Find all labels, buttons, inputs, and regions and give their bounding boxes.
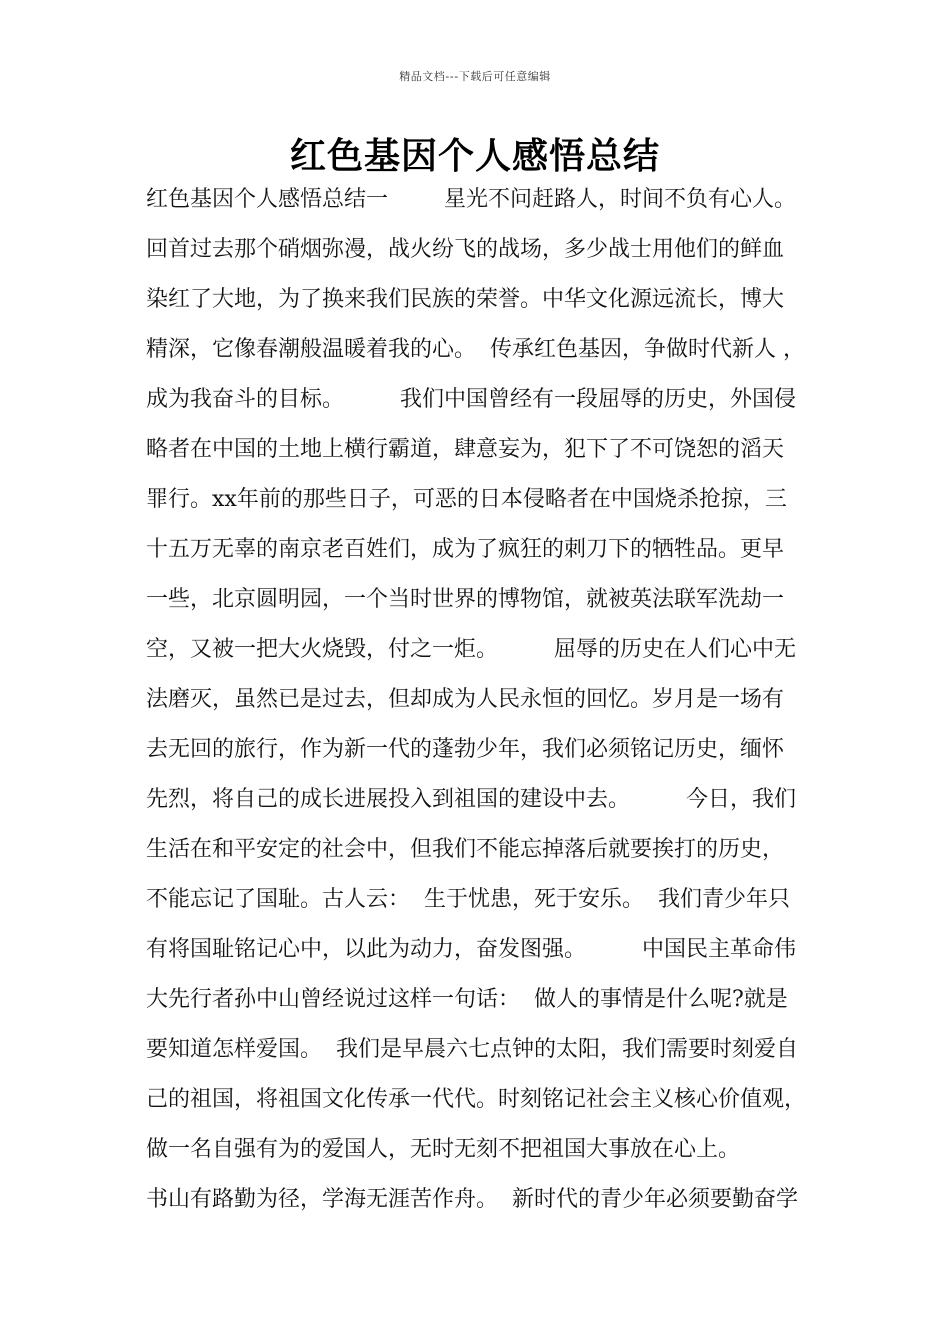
body-line: 有将国耻铭记心中，以此为动力，奋发图强。 中国民主革命伟	[146, 937, 796, 962]
body-line: 染红了大地，为了换来我们民族的荣誉。中华文化源远流长，博大	[146, 287, 785, 312]
body-line: 一些，北京圆明园，一个当时世界的博物馆，就被英法联军洗劫一	[146, 587, 785, 612]
body-line: 红色基因个人感悟总结一 星光不问赶路人，时间不负有心人。	[146, 187, 796, 212]
body-line: 空，又被一把大火烧毁，付之一炬。 屈辱的历史在人们心中无	[146, 637, 796, 662]
body-line: 书山有路勤为径，学海无涯苦作舟。 新时代的青少年必须要勤奋学	[146, 1187, 798, 1212]
document-body	[146, 180, 826, 1230]
body-line: 不能忘记了国耻。古人云： 生于忧患，死于安乐。 我们青少年只	[146, 887, 790, 912]
body-line: 法磨灭，虽然已是过去，但却成为人民永恒的回忆。岁月是一场有	[146, 687, 785, 712]
body-line: 大先行者孙中山曾经说过这样一句话： 做人的事情是什么呢?就是	[146, 987, 788, 1012]
body-line: 先烈，将自己的成长进展投入到祖国的建设中去。 今日，我们	[146, 787, 796, 812]
page-header: 精品文档---下载后可任意编辑	[399, 70, 551, 83]
body-line: 己的祖国，将祖国文化传承一代代。时刻铭记社会主义核心价值观，	[146, 1087, 807, 1112]
body-line: 要知道怎样爱国。 我们是早晨六七点钟的太阳，我们需要时刻爱自	[146, 1037, 798, 1062]
body-line: 成为我奋斗的目标。 我们中国曾经有一段屈辱的历史，外国侵	[146, 387, 796, 412]
body-line: 十五万无辜的南京老百姓们，成为了疯狂的刺刀下的牺牲品。更早	[146, 537, 785, 562]
body-line: 生活在和平安定的社会中，但我们不能忘掉落后就要挨打的历史，	[146, 837, 785, 862]
body-line: 罪行。xx年前的那些日子，可恶的日本侵略者在中国烧杀抢掠，三	[146, 487, 787, 512]
body-line: 去无回的旅行，作为新一代的蓬勃少年，我们必须铭记历史，缅怀	[146, 737, 785, 762]
body-line: 精深，它像春潮般温暖着我的心。 传承红色基因，争做时代新人 ，	[146, 337, 805, 362]
body-line: 略者在中国的土地上横行霸道，肆意妄为，犯下了不可饶恕的滔天	[146, 437, 785, 462]
body-line: 回首过去那个硝烟弥漫，战火纷飞的战场，多少战士用他们的鲜血	[146, 237, 785, 262]
document-title: 红色基因个人感悟总结	[289, 136, 660, 177]
body-line: 做一名自强有为的爱国人，无时无刻不把祖国大事放在心上。	[146, 1137, 741, 1162]
